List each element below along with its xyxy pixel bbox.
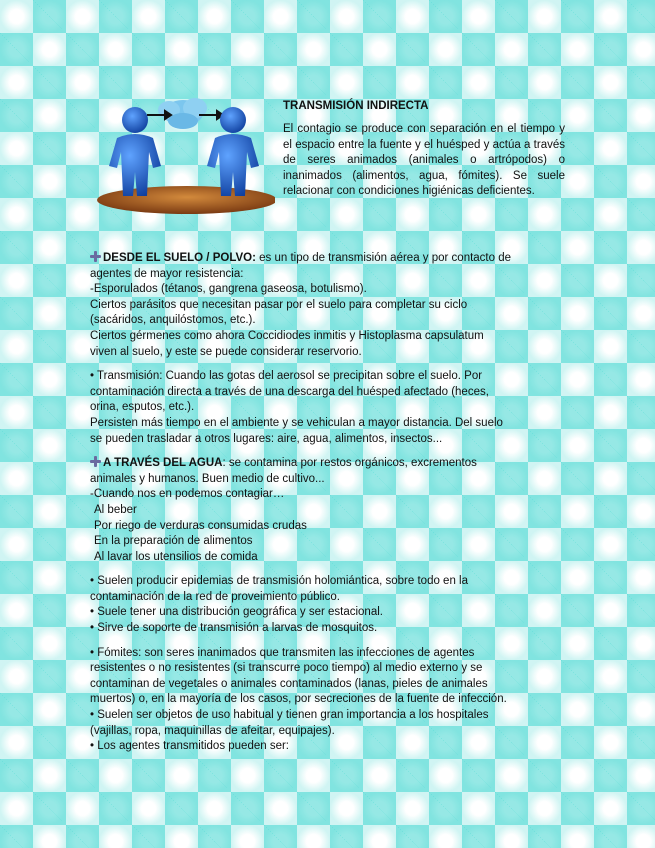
text-line: (vajillas, ropa, maquinillas de afeitar, equipajes).: [90, 724, 335, 737]
cross-bullet-icon: [90, 251, 101, 262]
text-line: • Los agentes transmitidos pueden ser:: [90, 740, 290, 753]
list-item: Al lavar los utensilios de comida: [94, 550, 258, 563]
text-line: contaminación de la red de proveimiento público.: [90, 590, 340, 603]
people-transmission-illustration: [95, 88, 275, 218]
text-line: • Sirve de soporte de transmisión a larvas de mosquitos.: [90, 622, 378, 635]
section-transmision: [90, 369, 570, 447]
text-line: contaminación directa a través de una descarga del huésped afectado (heces,: [90, 385, 489, 398]
list-item: Por riego de verduras consumidas crudas: [94, 519, 307, 532]
text-line: • Suelen producir epidemias de transmisión holomiántica, sobre todo en la: [90, 575, 468, 588]
intro-text: El contagio se produce con separación en el tiempo y el espacio entre la fuente y el huésped y actúa a través de seres animados (animales o artrópodos) o inanimados (alimentos, agua, fómites). Se suele relacionar con condiciones higiénicas deficientes.: [283, 123, 565, 198]
section-suelo: [90, 251, 570, 360]
text-line: • Suelen ser objetos de uso habitual y tienen gran importancia a los hospitales: [90, 709, 489, 722]
text-line: -Cuando nos en podemos contagiar…: [90, 488, 285, 501]
text-line: : se contamina por restos orgánicos, excrementos: [222, 457, 477, 470]
section-fomites: [90, 646, 570, 755]
section-suelo-heading: DESDE EL SUELO / POLVO:: [103, 252, 256, 264]
text-line: Ciertos gérmenes como ahora Coccidiodes inmitis y Histoplasma capsulatum: [90, 329, 484, 342]
header-block: [283, 100, 565, 200]
text-line: -Esporulados (tétanos, gangrena gaseosa, botulismo).: [90, 283, 367, 296]
page-title: TRANSMISIÓN INDIRECTA: [283, 100, 429, 112]
text-line: orina, esputos, etc.).: [90, 401, 195, 414]
document-body: [90, 251, 570, 764]
text-line: Ciertos parásitos que necesitan pasar por el suelo para completar su ciclo: [90, 298, 468, 311]
text-line: es un tipo de transmisión aérea y por contacto de: [255, 252, 512, 264]
section-agua: [90, 456, 570, 565]
text-line: agentes de mayor resistencia:: [90, 267, 244, 280]
text-line: (sacáridos, anquilóstomos, etc.).: [90, 314, 256, 327]
section-agua-first-line: [90, 456, 570, 472]
text-line: contaminan de vegetales o animales contaminados (lanas, pieles de animales: [90, 677, 488, 690]
list-item: En la preparación de alimentos: [94, 535, 253, 548]
text-line: • Transmisión: Cuando las gotas del aerosol se precipitan sobre el suelo. Por: [90, 370, 483, 383]
text-line: animales y humanos. Buen medio de cultivo...: [90, 472, 325, 485]
section-epidemias: [90, 574, 570, 636]
list-item: Al beber: [94, 503, 137, 516]
cross-bullet-icon: [90, 456, 101, 467]
text-line: muertos) o, en la mayoría de los casos, por secreciones de la fuente de infección.: [90, 693, 507, 706]
text-line: • Suele tener una distribución geográfica y ser estacional.: [90, 606, 383, 619]
section-agua-heading: A TRAVÉS DEL AGUA: [103, 457, 223, 470]
text-line: se pueden trasladar a otros lugares: aire, agua, alimentos, insectos...: [90, 432, 443, 445]
text-line: • Fómites: son seres inanimados que transmiten las infecciones de agentes: [90, 646, 475, 659]
text-line: resistentes o no resistentes (si transcurre poco tiempo) al medio externo y se: [90, 662, 483, 675]
section-suelo-first-line: [90, 251, 570, 267]
text-line: Persisten más tiempo en el ambiente y se vehiculan a mayor distancia. Del suelo: [90, 416, 503, 429]
text-line: viven al suelo, y este se puede considerar reservorio.: [90, 345, 362, 358]
